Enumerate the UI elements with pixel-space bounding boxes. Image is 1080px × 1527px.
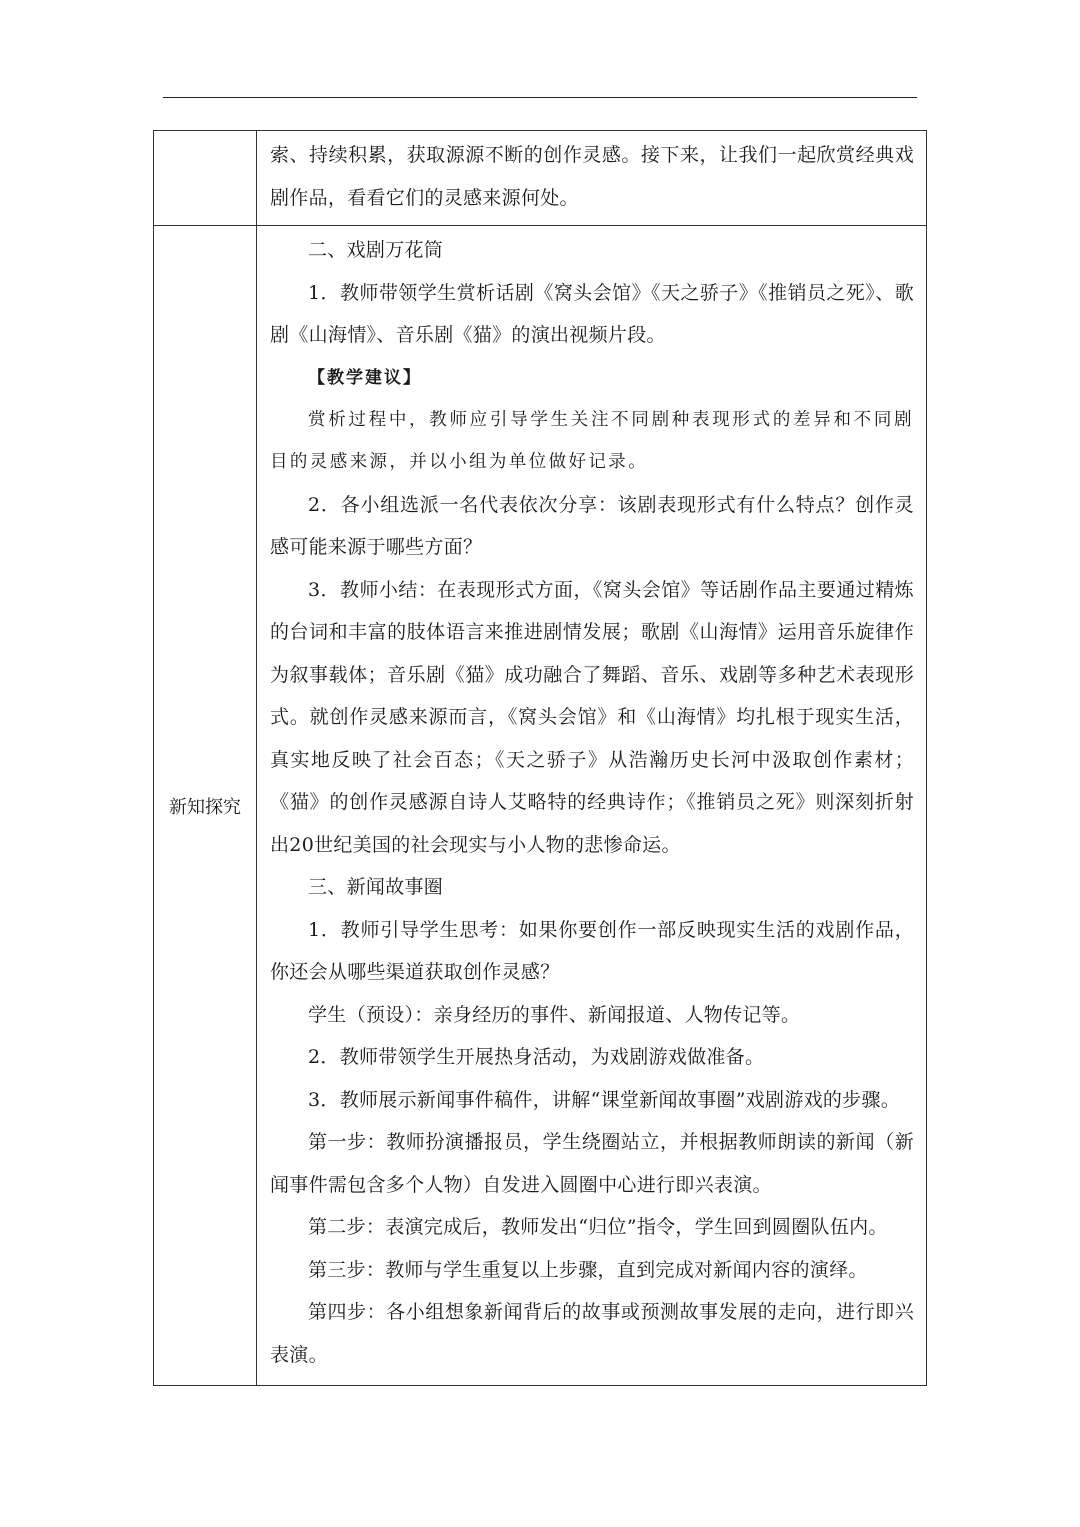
section2-item-3: 3．教师小结：在表现形式方面，《窝头会馆》等话剧作品主要通过精炼的台词和丰富的肢体语言来推进剧情发展；歌剧《山海情》运用音乐旋律作为叙事载体；音乐剧《猫》成功融合了舞蹈、音乐、戏剧等多种艺术表现形式。就创作灵感来源而言，《窝头会馆》和《山海情》均扎根于现实生活，真实地反映了社会百态；《天之骄子》从浩瀚历史长河中汲取创作素材；《猫》的创作灵感源自诗人艾略特的经典诗作；《推销员之死》则深刻折射出20世纪美国的社会现实与小人物的悲惨命运。 bbox=[270, 578, 914, 856]
header-rule bbox=[163, 97, 917, 98]
game-step-1: 第一步：教师扮演播报员，学生绕圈站立，并根据教师朗读的新闻（新闻事件需包含多个人物）自发进入圆圈中心进行即兴表演。 bbox=[270, 1131, 914, 1196]
section3-item-2: 2．教师带领学生开展热身活动，为戏剧游戏做准备。 bbox=[308, 1046, 765, 1068]
teaching-suggestion-text: 赏析过程中，教师应引导学生关注不同剧种表现形式的差异和不同剧目的灵感来源，并以小组为单位做好记录。 bbox=[270, 409, 914, 472]
table-row bbox=[154, 226, 927, 1386]
section2-item-2: 2．各小组选派一名代表依次分享：该剧表现形式有什么特点？创作灵感可能来源于哪些方面？ bbox=[270, 493, 914, 558]
intro-continuation-cell bbox=[257, 131, 927, 226]
table-row bbox=[154, 131, 927, 226]
section-title-news-story-circle: 三、新闻故事圈 bbox=[308, 876, 444, 898]
game-step-4: 第四步：各小组想象新闻背后的故事或预测故事发展的走向，进行即兴表演。 bbox=[270, 1301, 914, 1366]
section3-item-1: 1．教师引导学生思考：如果你要创作一部反映现实生活的戏剧作品，你还会从哪些渠道获取创作灵感？ bbox=[270, 918, 914, 983]
section3-item-3: 3．教师展示新闻事件稿件，讲解“课堂新闻故事圈”戏剧游戏的步骤。 bbox=[308, 1088, 901, 1111]
row-label-new-knowledge: 新知探究 bbox=[154, 226, 257, 1386]
game-step-2: 第二步：表演完成后，教师发出“归位”指令，学生回到圆圈队伍内。 bbox=[308, 1216, 888, 1238]
teaching-suggestion-title: 【教学建议】 bbox=[308, 367, 422, 388]
intro-continuation-paragraph: 索、持续积累，获取源源不断的创作灵感。接下来，让我们一起欣赏经典戏剧作品，看看它们的灵感来源何处。 bbox=[270, 144, 914, 209]
row-label-empty bbox=[154, 131, 257, 226]
game-step-3: 第三步：教师与学生重复以上步骤，直到完成对新闻内容的演绎。 bbox=[308, 1258, 868, 1281]
section-title-drama-kaleidoscope: 二、戏剧万花筒 bbox=[308, 239, 444, 261]
student-preset-answer: 学生（预设）：亲身经历的事件、新闻报道、人物传记等。 bbox=[308, 1003, 801, 1026]
lesson-plan-table bbox=[153, 130, 927, 1386]
new-knowledge-content-cell bbox=[257, 226, 927, 1386]
section2-item-1: 1．教师带领学生赏析话剧《窝头会馆》《天之骄子》《推销员之死》、歌剧《山海情》、音乐剧《猫》的演出视频片段。 bbox=[270, 281, 914, 346]
